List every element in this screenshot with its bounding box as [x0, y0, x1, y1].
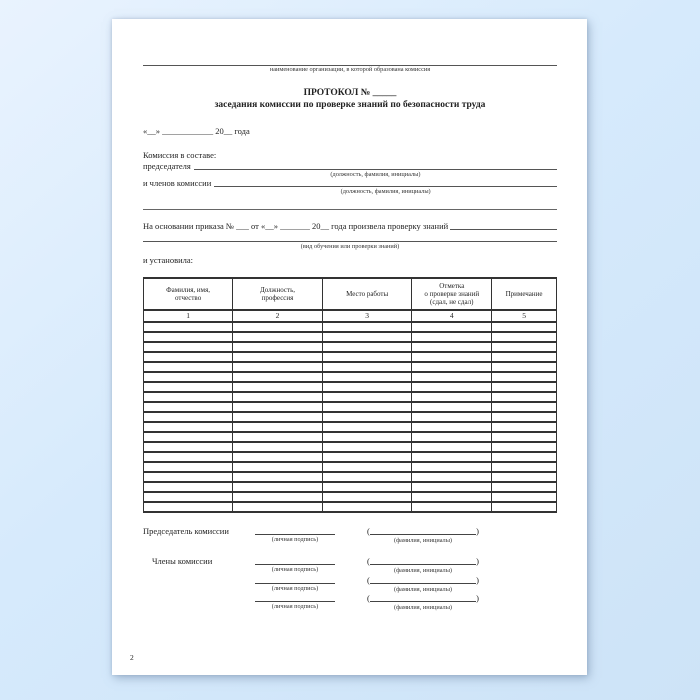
table-cell	[492, 422, 557, 432]
table-cell	[492, 452, 557, 462]
column-header: Место работы	[322, 278, 412, 311]
table-cell	[492, 322, 557, 332]
member-name-line	[367, 575, 479, 594]
table-row	[144, 432, 557, 442]
table-cell	[233, 502, 323, 512]
table-cell	[412, 362, 492, 372]
close-paren: )	[476, 574, 479, 585]
table-cell	[233, 432, 323, 442]
table-cell	[144, 352, 233, 362]
table-cell	[144, 442, 233, 452]
open-paren: (	[367, 526, 370, 537]
name-blank	[367, 526, 479, 536]
table-header-row	[144, 278, 557, 311]
open-paren: (	[367, 574, 370, 585]
signature-blank	[255, 575, 335, 584]
member-name-line	[367, 593, 479, 612]
column-number: 3	[322, 310, 412, 322]
signature-blank	[255, 526, 335, 535]
members-signature-label	[143, 593, 255, 612]
table-row	[144, 372, 557, 382]
table-cell	[322, 402, 412, 412]
table-row	[144, 442, 557, 452]
table-cell	[412, 342, 492, 352]
table-cell	[322, 442, 412, 452]
table-cell	[492, 432, 557, 442]
name-blank	[367, 575, 479, 585]
table-cell	[412, 442, 492, 452]
table-cell	[322, 492, 412, 502]
signature-caption: (личная подпись)	[271, 565, 319, 573]
table-cell	[492, 442, 557, 452]
column-header: Примечание	[492, 278, 557, 311]
blank-line	[370, 593, 476, 602]
name-blank	[367, 593, 479, 603]
name-caption: (фамилия, инициалы)	[393, 566, 453, 574]
protocol-title: ПРОТОКОЛ № _____	[303, 87, 397, 98]
column-number: 2	[233, 310, 323, 322]
table-cell	[492, 502, 557, 512]
table-cell	[412, 332, 492, 342]
table-cell	[233, 352, 323, 362]
table-cell	[412, 382, 492, 392]
chairman-signature-line	[255, 526, 335, 545]
table-cell	[322, 502, 412, 512]
table-cell	[322, 452, 412, 462]
table-cell	[322, 422, 412, 432]
table-cell	[412, 352, 492, 362]
commission-intro: Комиссия в составе:	[143, 150, 217, 161]
table-cell	[492, 372, 557, 382]
table-cell	[144, 342, 233, 352]
member-signature-line	[255, 575, 335, 594]
table-cell	[412, 432, 492, 442]
table-cell	[492, 392, 557, 402]
table-cell	[144, 472, 233, 482]
signature-caption: (личная подпись)	[271, 584, 319, 592]
blank-line	[450, 221, 557, 230]
table-cell	[233, 402, 323, 412]
table-cell	[144, 462, 233, 472]
chairman-caption: (должность, фамилия, инициалы)	[330, 170, 421, 178]
table-cell	[144, 412, 233, 422]
chairman-field	[143, 161, 557, 179]
table-cell	[144, 432, 233, 442]
blank-line	[370, 526, 476, 535]
table-cell	[144, 392, 233, 402]
table-cell	[233, 452, 323, 462]
table-cell	[144, 492, 233, 502]
table-cell	[144, 502, 233, 512]
members-label: и членов комиссии	[143, 178, 212, 189]
blank-line	[370, 556, 476, 565]
table-cell	[412, 462, 492, 472]
name-caption: (фамилия, инициалы)	[393, 537, 453, 545]
table-cell	[233, 392, 323, 402]
table-cell	[492, 462, 557, 472]
blank-line	[370, 575, 476, 584]
table-cell	[144, 422, 233, 432]
table-cell	[233, 492, 323, 502]
table-cell	[322, 332, 412, 342]
table-cell	[144, 362, 233, 372]
table-cell	[412, 502, 492, 512]
member-signature-line	[255, 556, 335, 575]
table-cell	[322, 352, 412, 362]
close-paren: )	[476, 593, 479, 604]
members-signature-label	[143, 575, 255, 594]
table-cell	[233, 482, 323, 492]
table-cell	[492, 362, 557, 372]
table-cell	[492, 472, 557, 482]
established-text: и установила:	[143, 254, 194, 265]
table-row	[144, 402, 557, 412]
table-row	[144, 472, 557, 482]
table-cell	[492, 492, 557, 502]
table-cell	[322, 462, 412, 472]
table-cell	[412, 322, 492, 332]
table-cell	[233, 332, 323, 342]
member-signature-row	[143, 593, 557, 612]
protocol-form	[143, 19, 557, 612]
column-header: Должность, профессия	[233, 278, 323, 311]
chairman-signature-label: Председатель комиссии	[143, 526, 229, 537]
knowledge-check-table	[143, 277, 557, 514]
table-cell	[233, 342, 323, 352]
table-row	[144, 422, 557, 432]
table-cell	[412, 472, 492, 482]
table-cell	[492, 412, 557, 422]
name-blank	[367, 556, 479, 566]
open-paren: (	[367, 593, 370, 604]
protocol-subtitle: заседания комиссии по проверке знаний по безопасности труда	[214, 100, 486, 111]
chairman-blank-line	[194, 161, 557, 179]
date-line: «__» ____________ 20__ года	[143, 126, 250, 137]
table-cell	[233, 412, 323, 422]
table-cell	[412, 372, 492, 382]
table-cell	[492, 382, 557, 392]
table-cell	[233, 442, 323, 452]
table-cell	[144, 372, 233, 382]
table-row	[144, 322, 557, 332]
members-caption: (должность, фамилия, инициалы)	[340, 188, 431, 196]
table-cell	[492, 352, 557, 362]
close-paren: )	[476, 526, 479, 537]
name-caption: (фамилия, инициалы)	[393, 585, 453, 593]
table-cell	[412, 412, 492, 422]
table-row	[144, 382, 557, 392]
column-header: Фамилия, имя, отчество	[144, 278, 233, 311]
column-number: 4	[412, 310, 492, 322]
column-number: 5	[492, 310, 557, 322]
signature-caption: (личная подпись)	[271, 603, 319, 611]
members-field	[143, 178, 557, 196]
table-cell	[144, 452, 233, 462]
table-cell	[492, 332, 557, 342]
members-signature-rows	[143, 556, 557, 612]
table-row	[144, 482, 557, 492]
table-cell	[322, 322, 412, 332]
table-cell	[322, 362, 412, 372]
table-cell	[322, 382, 412, 392]
table-row	[144, 392, 557, 402]
organization-caption: наименование организации, в которой образована комиссия	[269, 66, 431, 73]
order-text: На основании приказа № ___ от «__» _______ 20__ года произвела проверку знаний	[143, 220, 449, 231]
training-type-line	[143, 241, 557, 242]
table-empty-rows	[144, 322, 557, 512]
chairman-signature-row	[143, 526, 557, 545]
member-signature-row	[143, 575, 557, 594]
table-cell	[492, 402, 557, 412]
close-paren: )	[476, 555, 479, 566]
member-signature-row	[143, 556, 557, 575]
table-cell	[233, 422, 323, 432]
member-signature-line	[255, 593, 335, 612]
blank-line	[214, 178, 557, 187]
table-cell	[144, 382, 233, 392]
table-row	[144, 492, 557, 502]
signature-caption: (личная подпись)	[271, 536, 319, 544]
table-cell	[492, 482, 557, 492]
table-row	[144, 342, 557, 352]
chairman-name-line	[367, 526, 479, 545]
table-cell	[233, 362, 323, 372]
blank-line	[194, 161, 557, 170]
chairman-label: председателя	[143, 160, 191, 171]
table-cell	[322, 482, 412, 492]
document-page	[112, 19, 587, 675]
table-cell	[322, 372, 412, 382]
table-cell	[412, 492, 492, 502]
table-row	[144, 352, 557, 362]
table-cell	[412, 392, 492, 402]
table-cell	[144, 402, 233, 412]
signature-blank	[255, 593, 335, 602]
table-cell	[144, 332, 233, 342]
table-row	[144, 502, 557, 512]
column-number: 1	[144, 310, 233, 322]
table-cell	[492, 342, 557, 352]
column-header: Отметка о проверке знаний (сдал, не сдал)	[412, 278, 492, 311]
signatures-section	[143, 526, 557, 611]
signature-blank	[255, 556, 335, 565]
table-row	[144, 452, 557, 462]
table-cell	[322, 392, 412, 402]
table-row	[144, 462, 557, 472]
table-cell	[233, 462, 323, 472]
table-cell	[144, 322, 233, 332]
table-cell	[233, 472, 323, 482]
table-number-row	[144, 310, 557, 322]
table-cell	[322, 432, 412, 442]
table-cell	[233, 322, 323, 332]
table-row	[144, 412, 557, 422]
page-number: 2	[130, 653, 134, 662]
open-paren: (	[367, 555, 370, 566]
name-caption: (фамилия, инициалы)	[393, 604, 453, 612]
table-cell	[412, 422, 492, 432]
member-name-line	[367, 556, 479, 575]
table-cell	[322, 472, 412, 482]
table-row	[144, 362, 557, 372]
members-signature-label: Члены комиссии	[152, 555, 213, 566]
table-cell	[233, 372, 323, 382]
table-row	[144, 332, 557, 342]
table-cell	[412, 402, 492, 412]
table-cell	[322, 342, 412, 352]
table-cell	[144, 482, 233, 492]
table-cell	[412, 452, 492, 462]
table-cell	[322, 412, 412, 422]
table-cell	[233, 382, 323, 392]
members-blank-line	[214, 178, 557, 196]
order-paragraph	[143, 221, 557, 231]
training-type-caption: (вид обучения или проверки знаний)	[300, 242, 400, 250]
continuation-line	[143, 208, 557, 210]
table-cell	[412, 482, 492, 492]
